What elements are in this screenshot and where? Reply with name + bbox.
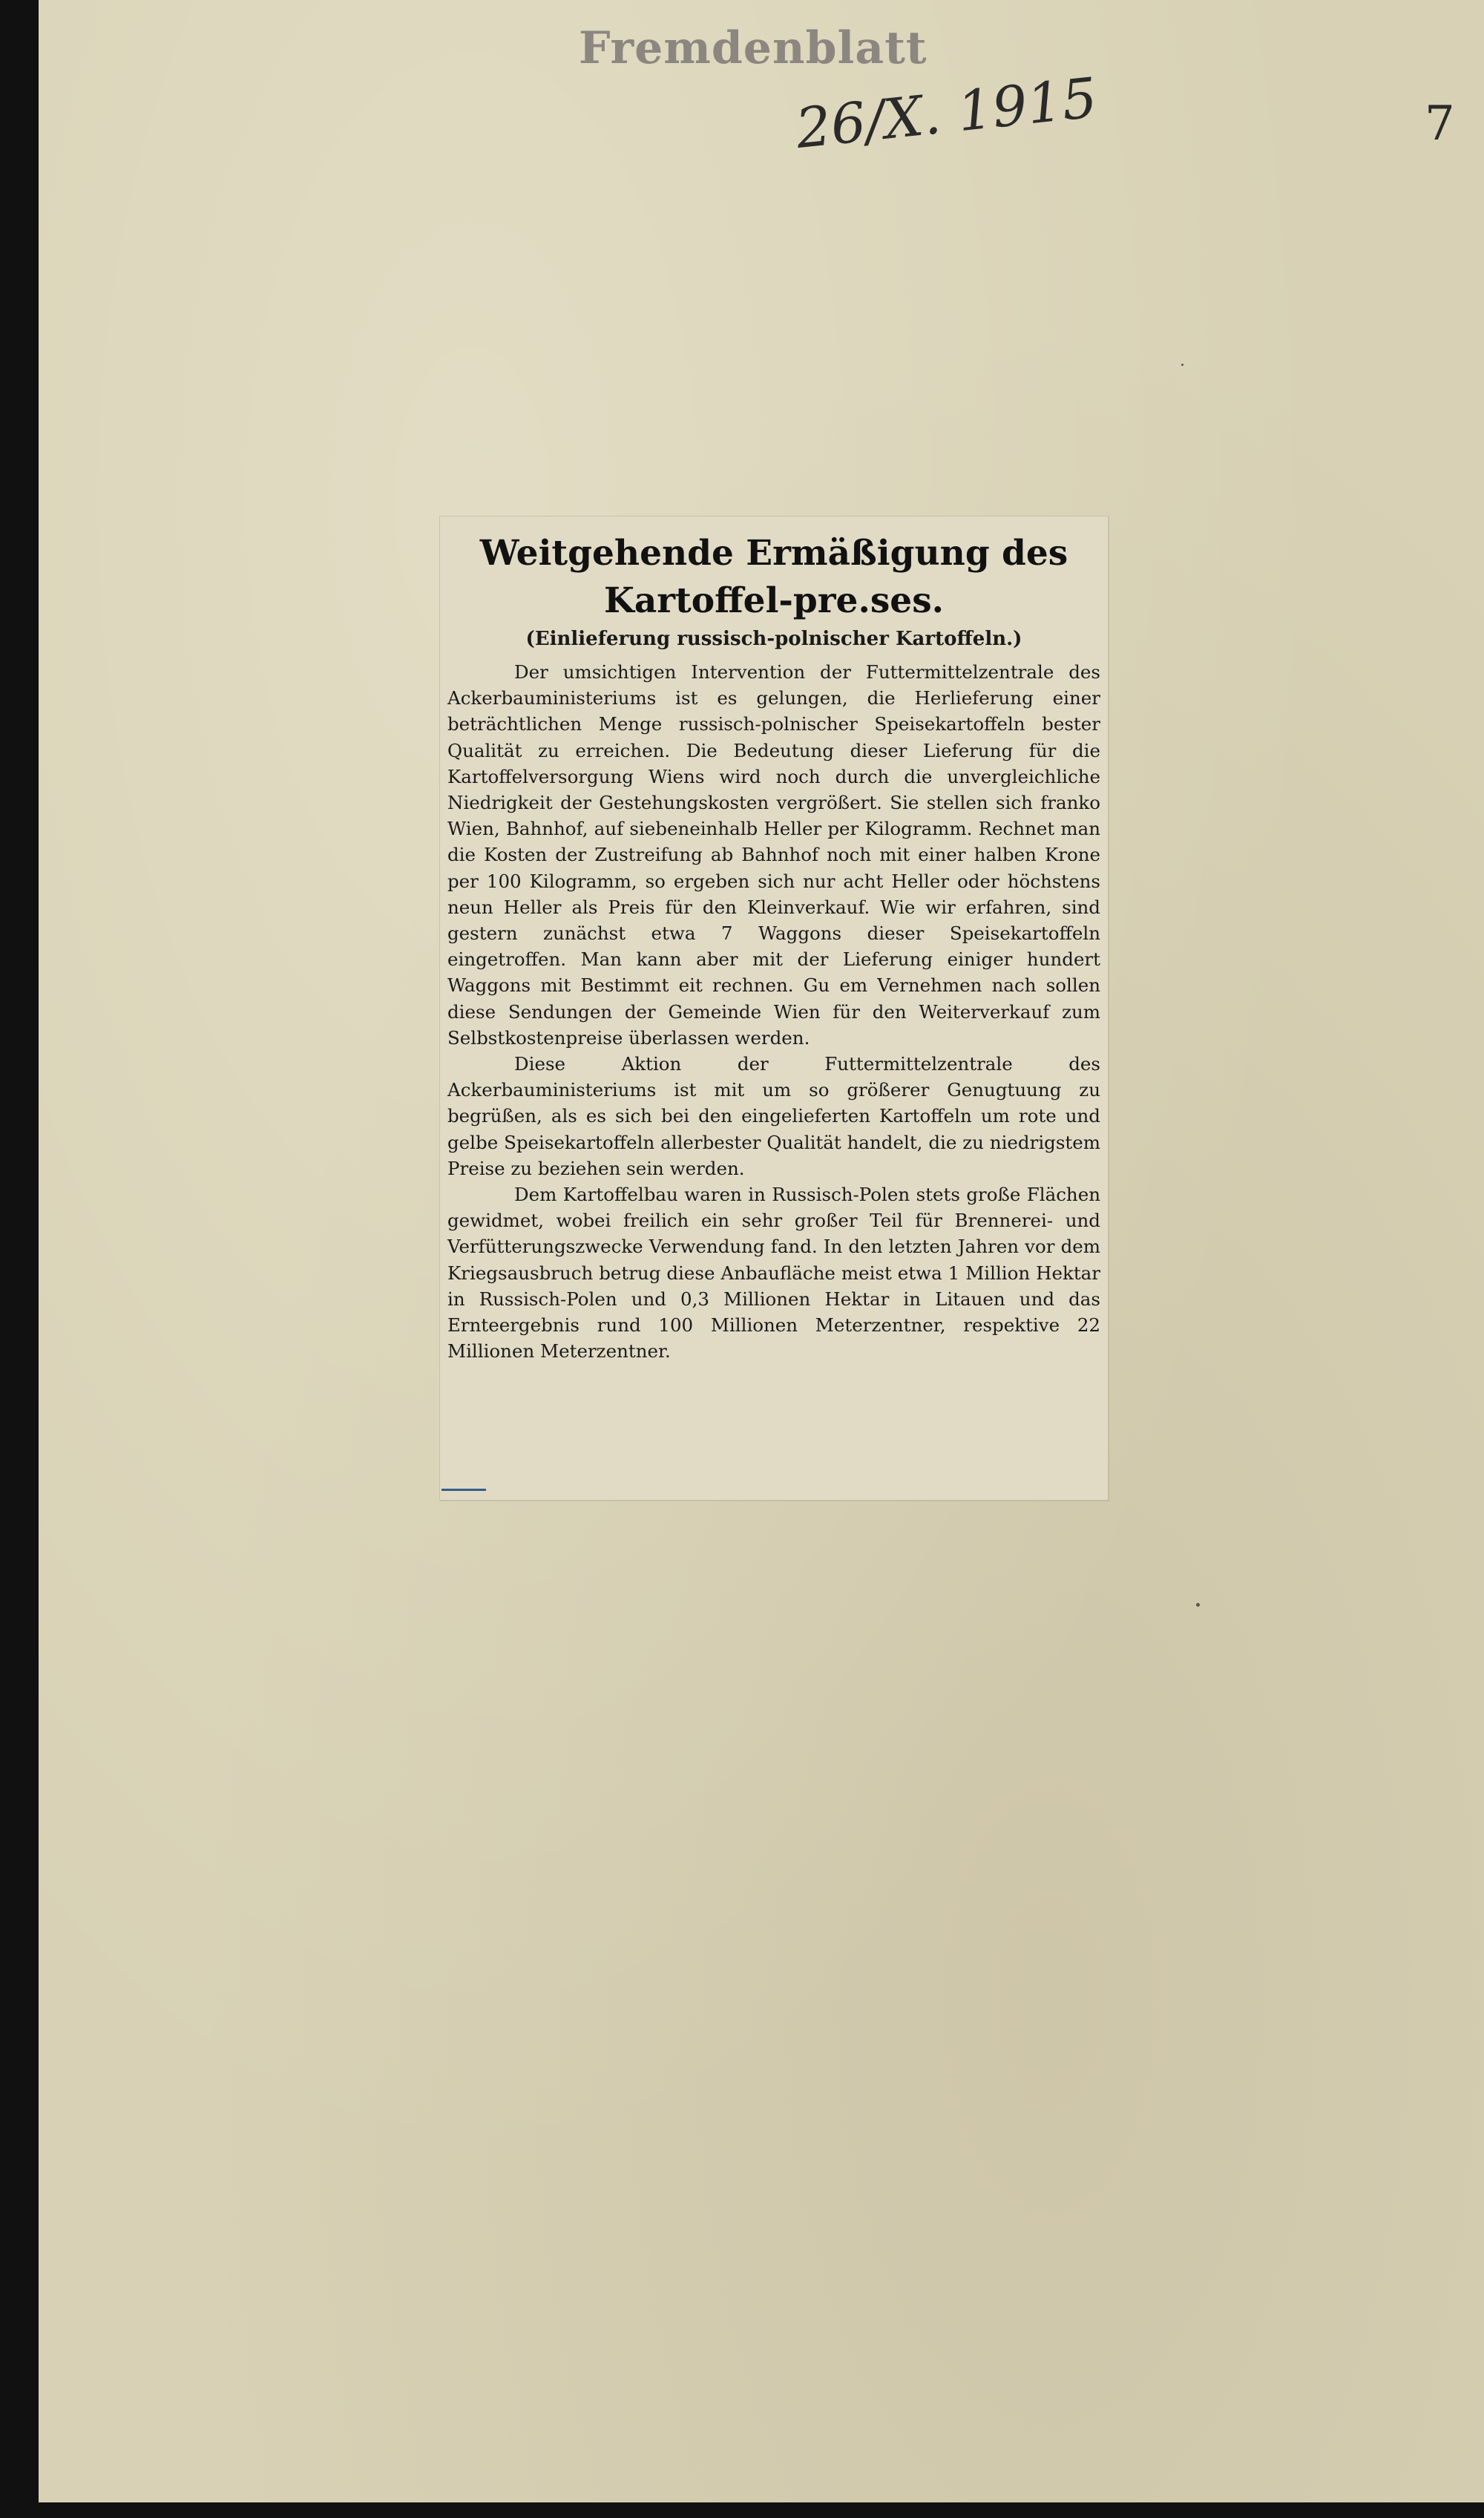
newspaper-stamp: Fremdenblatt xyxy=(579,22,928,74)
paper-speck xyxy=(1181,364,1183,366)
newspaper-clipping xyxy=(439,516,1109,1501)
pen-mark xyxy=(441,1489,486,1491)
handwritten-date: 26/X. 1915 xyxy=(792,65,1100,162)
article-paragraph: Diese Aktion der Futtermittelzentrale des Ackerbauministeriums ist mit um so größerer Genugtuung zu begrüßen, als es sich bei den eingelieferten Kartoffeln um rote und gelbe Speisekartoffeln allerbester Qualität handelt, die zu niedrigstem Preise zu beziehen sein werden. xyxy=(447,1053,1100,1179)
page-number: 7 xyxy=(1425,96,1455,151)
article-body xyxy=(447,659,1100,1364)
article-subtitle: (Einlieferung russisch-polnischer Kartoffeln.) xyxy=(525,628,1022,650)
archive-sheet xyxy=(39,0,1484,2502)
paper-speck xyxy=(1196,1603,1200,1607)
article-paragraph: Der umsichtigen Intervention der Futtermittelzentrale des Ackerbauministeriums ist es gelungen, die Herlieferung einer beträchtlichen Menge russisch-polnischer Speisekartoffeln bester Qualität zu erreichen. Die Bedeutung dieser Lieferung für die Kartoffelversorgung Wiens wird noch durch die unvergleichliche Niedrigkeit der Gestehungskosten vergrößert. Sie stellen sich franko Wien, Bahnhof, auf siebeneinhalb Heller per Kilogramm. Rechnet man die Kosten der Zustreifung ab Bahnhof noch mit einer halben Krone per 100 Kilogramm, so ergeben sich nur acht Heller oder höchstens neun Heller als Preis für den Kleinverkauf. Wie wir erfahren, sind gestern zunächst etwa 7 Waggons dieser Speisekartoffeln eingetroffen. Man kann aber mit der Lieferung einiger hundert Waggons mit Bestimmt eit rechnen. Gu em Vernehmen nach sollen diese Sendungen der Gemeinde Wien für den Weiterverkauf zum Selbstkostenpreise überlassen werden. xyxy=(447,661,1100,1049)
article-headline: Weitgehende Ermäßigung des Kartoffel-pre.ses. xyxy=(479,533,1068,621)
article-paragraph: Dem Kartoffelbau waren in Russisch-Polen stets große Flächen gewidmet, wobei freilich ein sehr großer Teil für Brennerei- und Verfütterungszwecke Verwendung fand. In den letzten Jahren vor dem Kriegsausbruch betrug diese Anbaufläche meist etwa 1 Million Hektar in Russisch-Polen und 0,3 Millionen Hektar in Litauen und das Ernteergebnis rund 100 Millionen Meterzentner, respektive 22 Millionen Meterzentner. xyxy=(447,1184,1100,1363)
